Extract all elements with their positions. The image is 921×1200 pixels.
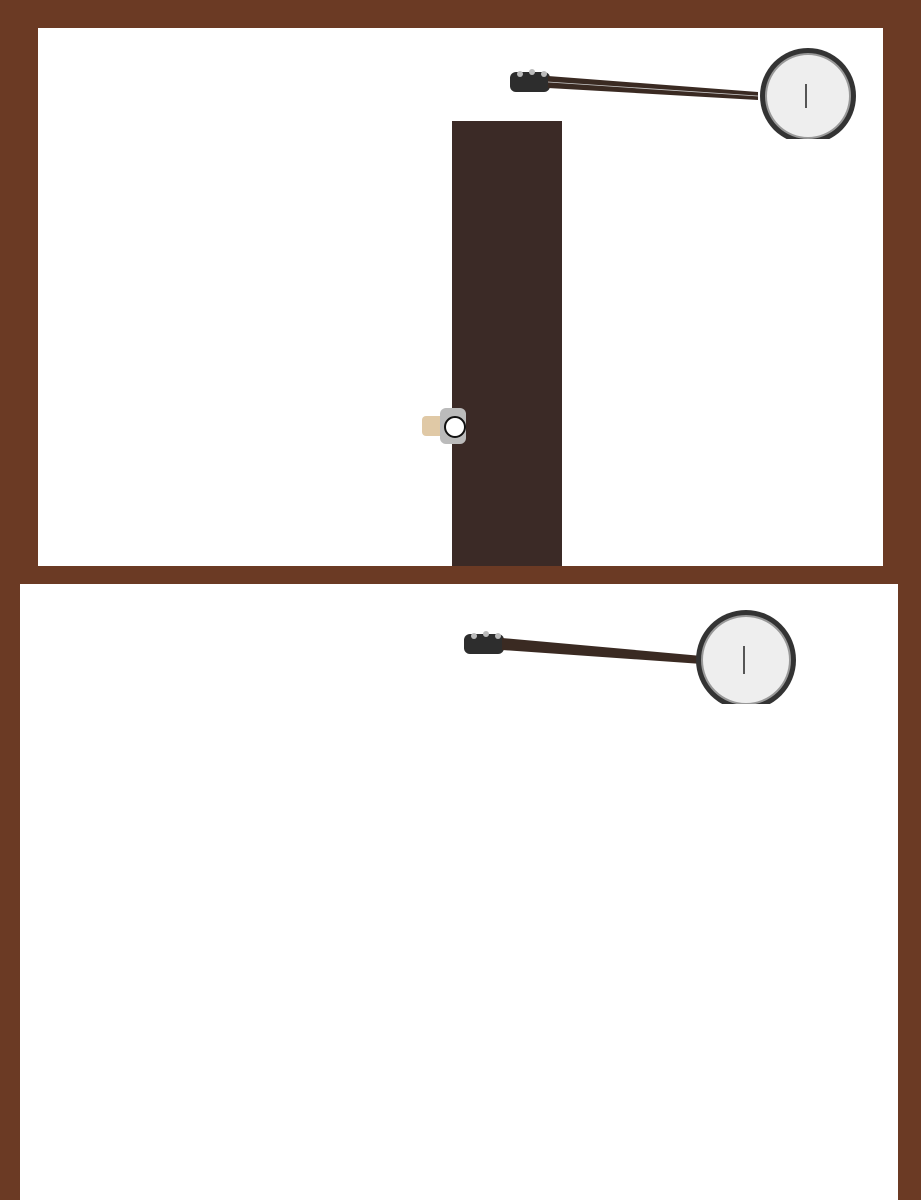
fifth-string-peg bbox=[422, 408, 468, 444]
slide-rule-panel bbox=[20, 584, 898, 1200]
chord-chart-panel bbox=[38, 28, 883, 566]
fifth-string-note bbox=[444, 416, 466, 438]
banjo-illustration bbox=[508, 44, 868, 139]
open-strings bbox=[474, 104, 564, 120]
banjo-illustration-small bbox=[462, 604, 802, 704]
banjo-neck bbox=[452, 121, 562, 566]
